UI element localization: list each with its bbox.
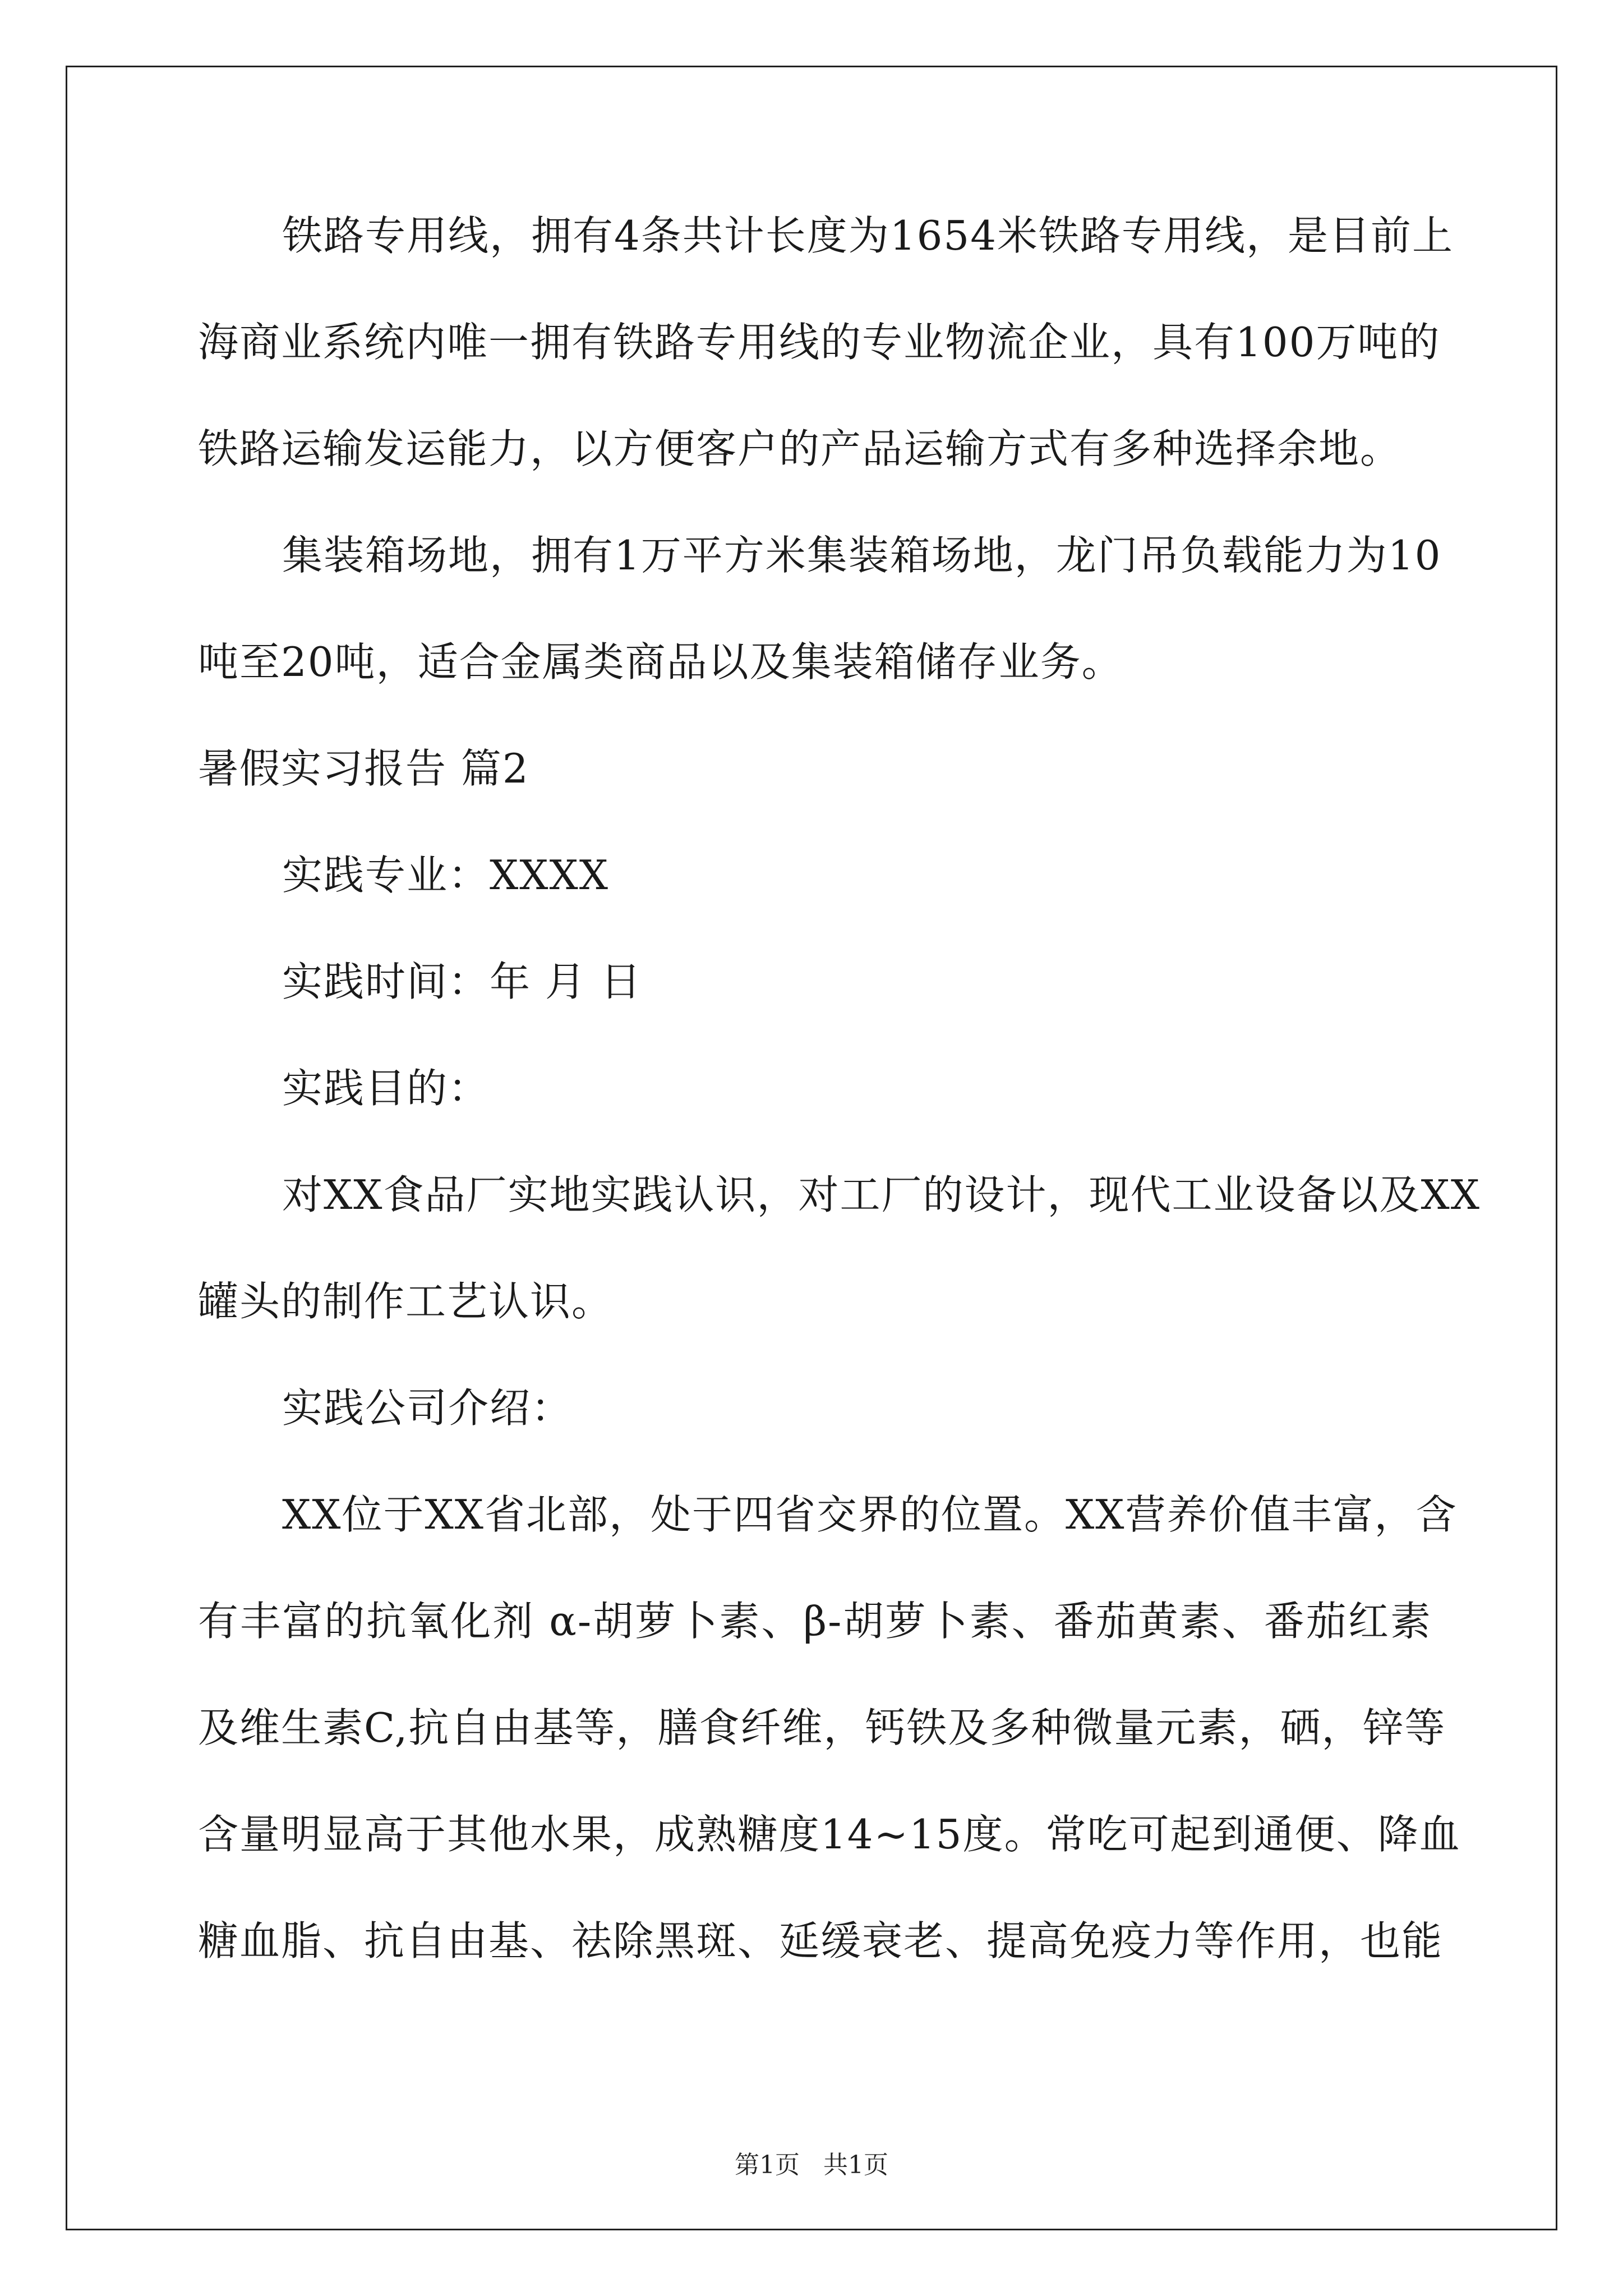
paragraph-line: 实践公司介绍： bbox=[282, 1384, 573, 1432]
paragraph-line: 铁路专用线，拥有4条共计长度为1654米铁路专用线，是目前上 bbox=[282, 212, 1454, 259]
paragraph-line: 铁路运输发运能力，以方便客户的产品运输方式有多种选择余地。 bbox=[198, 425, 1402, 472]
paragraph-line: XX位于XX省北部，处于四省交界的位置。XX营养价值丰富，含 bbox=[282, 1491, 1458, 1538]
page-footer bbox=[0, 2148, 1623, 2182]
paragraph-line: 有丰富的抗氧化剂 α-胡萝卜素、β-胡萝卜素、番茄黄素、番茄红素 bbox=[198, 1598, 1432, 1645]
section-heading: 暑假实习报告 篇2 bbox=[198, 745, 529, 792]
paragraph-line: 实践目的： bbox=[282, 1065, 490, 1112]
paragraph-line: 海商业系统内唯一拥有铁路专用线的专业物流企业，具有100万吨的 bbox=[198, 319, 1441, 366]
paragraph-line: 糖血脂、抗自由基、祛除黑斑、延缓衰老、提高免疫力等作用，也能 bbox=[198, 1917, 1444, 1964]
paragraph-line: 罐头的制作工艺认识。 bbox=[198, 1278, 614, 1325]
page-total: 共1页 bbox=[823, 2151, 888, 2179]
paragraph-line: 含量明显高于其他水果，成熟糖度14~15度。常吃可起到通便、降血 bbox=[198, 1811, 1461, 1858]
paragraph-line: 对XX食品厂实地实践认识，对工厂的设计，现代工业设备以及XX bbox=[282, 1171, 1481, 1218]
paragraph-line: 吨至20吨，适合金属类商品以及集装箱储存业务。 bbox=[198, 638, 1123, 685]
paragraph-line: 实践时间：年 月 日 bbox=[282, 958, 642, 1005]
paragraph-line: 集装箱场地，拥有1万平方米集装箱场地，龙门吊负载能力为10 bbox=[282, 532, 1442, 579]
page-border bbox=[66, 66, 1557, 2230]
page-number: 第1页 bbox=[735, 2151, 800, 2179]
paragraph-line: 实践专业：XXXX bbox=[282, 852, 610, 899]
paragraph-line: 及维生素C,抗自由基等，膳食纤维，钙铁及多种微量元素，硒，锌等 bbox=[198, 1704, 1446, 1751]
